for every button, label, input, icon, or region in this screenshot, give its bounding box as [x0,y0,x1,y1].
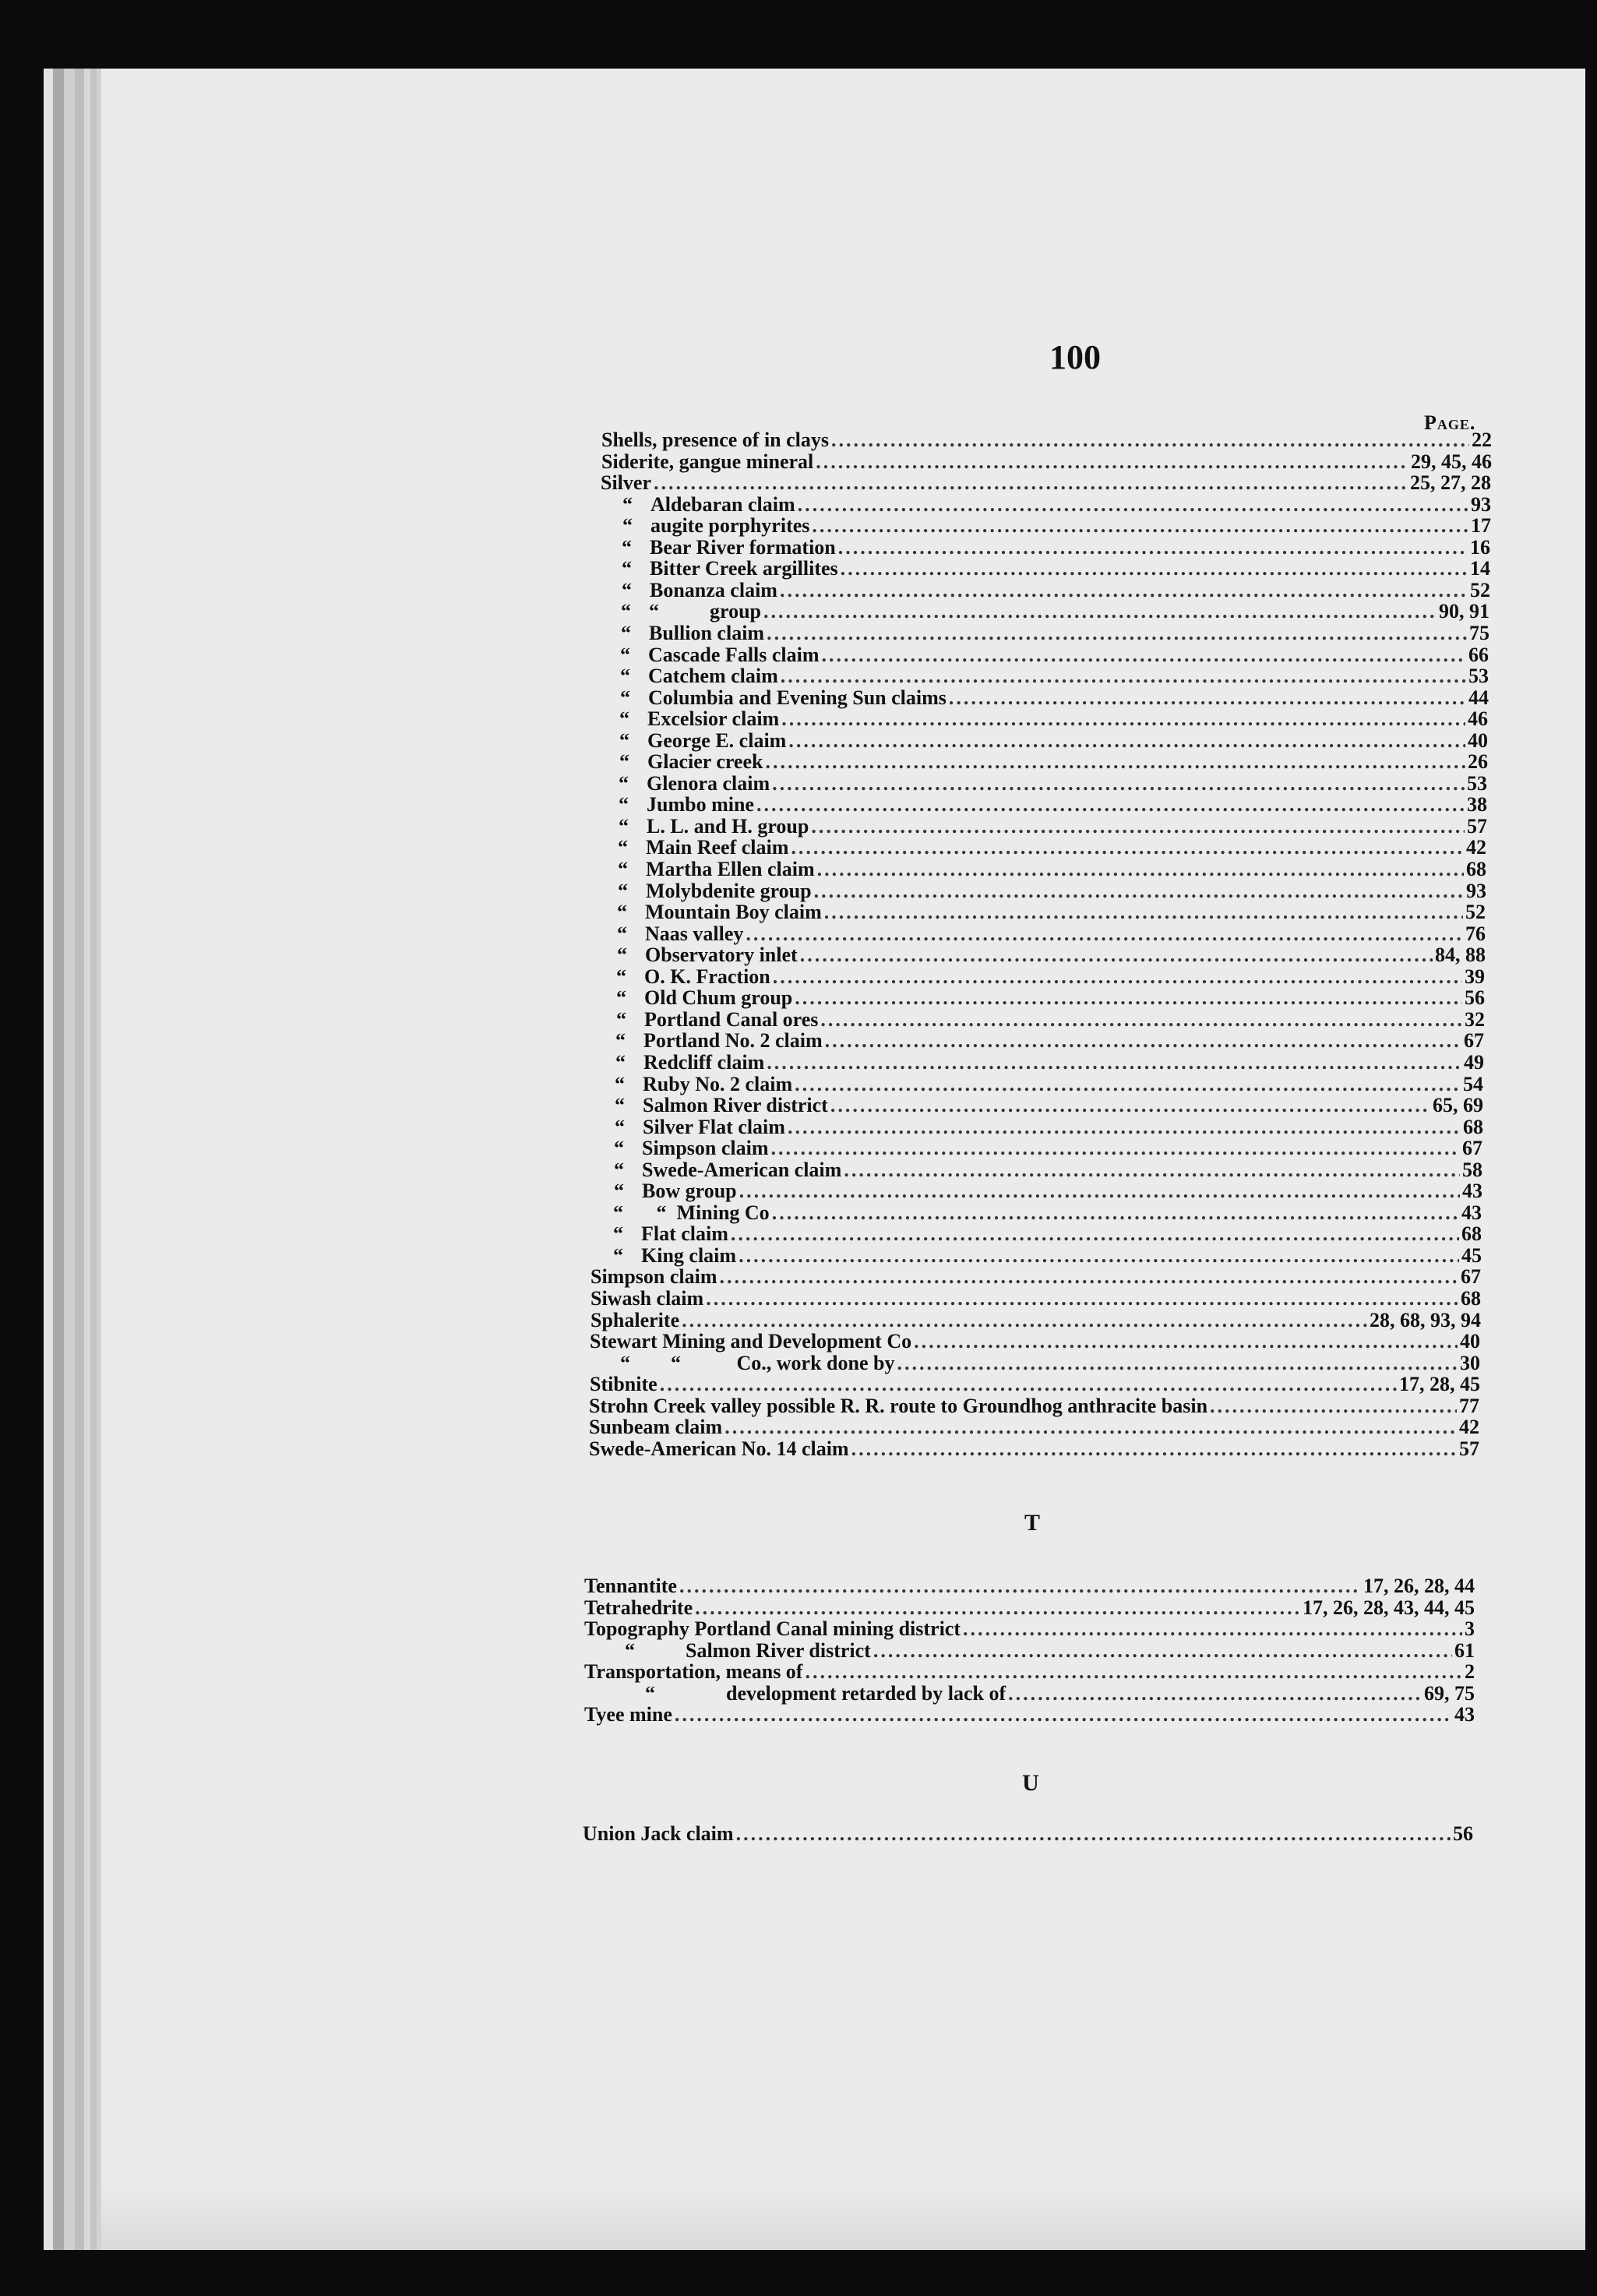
leader-dots [798,494,1468,516]
leader-dots [963,1618,1462,1640]
leader-dots [824,901,1463,923]
entry-pages: 26 [1468,751,1488,774]
entry-label: Shells, presence of in clays [601,429,830,451]
entry-pages: 43 [1461,1201,1482,1224]
leader-dots [724,1416,1457,1438]
ditto-mark: “ [619,794,629,816]
index-entry [616,987,1485,1009]
ditto-mark: “ [622,579,632,601]
index-listing [101,69,1585,2250]
ditto-mark: “ [613,1201,623,1224]
index-entry [622,515,1491,537]
leader-dots [812,515,1468,537]
entry-label: Silver [601,472,651,495]
index-entry [601,472,1491,494]
entry-label: Union Jack claim [583,1823,734,1845]
entry-pages: 61 [1454,1639,1475,1662]
entry-pages: 57 [1459,1437,1479,1460]
leader-dots [739,1245,1459,1267]
index-entry [617,944,1486,966]
index-entry [615,1030,1484,1052]
leader-dots [791,837,1464,859]
entry-pages: 46 [1468,708,1488,731]
entry-label: Siderite, gangue mineral [601,450,814,473]
leader-dots [763,601,1437,622]
leader-dots [736,1823,1451,1845]
entry-label: Glacier creek [647,751,763,774]
entry-label: Tyee mine [584,1704,672,1726]
leader-dots [706,1288,1458,1310]
index-entry [622,580,1490,601]
entry-label: Mountain Boy claim [645,901,822,924]
entry-label: Salmon River district [643,1095,828,1117]
entry-label: Redcliff claim [643,1051,765,1074]
entry-pages: 40 [1460,1331,1480,1353]
index-entry [590,1353,1480,1374]
index-entry [619,751,1488,773]
entry-pages: 93 [1466,880,1486,902]
index-entry [620,687,1489,709]
entry-label: Flat claim [641,1223,728,1246]
leader-dots [781,665,1466,687]
entry-pages: 32 [1465,1008,1485,1031]
entry-pages: 52 [1470,579,1490,601]
ditto-mark: “ [619,708,629,731]
entry-pages: 53 [1468,665,1489,688]
entry-pages: 65, 69 [1433,1095,1483,1117]
index-entry [613,1245,1482,1267]
entry-label: Topography Portland Canal mining district [584,1618,961,1640]
leader-dots [772,773,1465,795]
ditto-mark: “ [619,772,629,795]
entry-label: Aldebaran claim [650,493,795,516]
entry-pages: 84, 88 [1435,944,1486,967]
ditto-mark: “ [621,601,631,623]
entry-label: “ Mining Co [641,1201,770,1224]
index-entry [619,708,1488,730]
entry-pages: 67 [1462,1137,1482,1160]
index-entry [601,451,1492,473]
leader-dots [765,751,1465,773]
index-entry [614,1137,1482,1159]
index-entry [584,1704,1475,1726]
index-entry [589,1395,1479,1417]
entry-pages: 68 [1461,1288,1481,1310]
index-entry [591,1310,1481,1331]
ditto-mark: “ [615,1095,625,1117]
leader-dots [781,708,1465,730]
leader-dots [822,644,1466,666]
ditto-mark: “ [619,729,629,752]
index-entry [615,1095,1483,1116]
entry-pages: 66 [1468,644,1489,666]
leader-dots [788,1116,1461,1138]
index-entry [619,816,1487,838]
leader-dots [817,859,1464,880]
entry-label: Catchem claim [648,665,778,688]
index-entry [618,880,1486,902]
leader-dots [831,429,1469,451]
entry-pages: 68 [1463,1116,1483,1138]
leader-dots [756,794,1465,816]
index-entry [619,730,1488,752]
leader-dots [788,730,1465,752]
ditto-mark: “ [621,622,631,644]
entry-pages: 49 [1464,1051,1484,1074]
entry-pages: 43 [1462,1180,1482,1203]
entry-pages: 52 [1465,901,1486,924]
entry-label: Stewart Mining and Development Co [590,1331,912,1353]
entry-pages: 75 [1469,622,1489,644]
leader-dots [816,451,1408,473]
index-entry [601,429,1492,451]
leader-dots [767,1052,1461,1074]
index-entry [620,644,1489,666]
leader-dots [675,1704,1452,1726]
leader-dots [805,1661,1462,1683]
ditto-mark: “ [614,1159,624,1181]
leader-dots [767,622,1467,644]
leader-dots [825,1030,1461,1052]
index-entry [584,1575,1475,1597]
index-entry [589,1416,1479,1438]
index-entry [618,859,1486,880]
entry-pages: 17, 26, 28, 44 [1363,1575,1475,1597]
entry-label: Observatory inlet [645,944,798,967]
leader-dots [1210,1395,1457,1417]
ditto-mark: “ [622,558,632,580]
entry-label: Bitter Creek argillites [650,558,838,580]
ditto-mark: “ [620,686,630,709]
index-entry [622,558,1490,580]
entry-pages: 57 [1467,815,1487,838]
index-entry [584,1683,1475,1705]
entry-label: King claim [641,1244,737,1267]
ditto-mark: “ [615,1030,626,1053]
entry-label: Tetrahedrite [584,1596,693,1619]
index-entry [621,601,1489,622]
index-entry [613,1202,1482,1224]
leader-dots [841,558,1468,580]
index-entry [584,1597,1475,1619]
index-entry [620,665,1489,687]
entry-pages: 67 [1464,1030,1484,1053]
entry-label: Main Reef claim [646,837,789,859]
ditto-mark: “ [616,987,626,1010]
entry-pages: 30 [1460,1352,1480,1374]
leader-dots [772,1202,1459,1224]
entry-label: Molybdenite group [646,880,812,902]
index-entry [584,1618,1475,1640]
entry-label: O. K. Fraction [644,965,770,988]
entry-label: augite porphyrites [650,515,810,538]
index-entry [618,837,1486,859]
entry-label: Portland No. 2 claim [643,1030,823,1053]
index-entry [622,494,1491,516]
entry-pages: 93 [1471,493,1491,516]
ditto-mark: “ [620,665,630,688]
entry-label: Bonanza claim [650,579,777,601]
entry-pages: 67 [1461,1266,1481,1289]
leader-dots [795,987,1462,1009]
entry-pages: 25, 27, 28 [1410,472,1491,495]
index-entry [619,794,1487,816]
ditto-mark: “ [618,837,628,859]
entry-label: Columbia and Evening Sun claims [648,686,947,709]
index-entry [590,1331,1480,1353]
leader-dots [814,880,1464,902]
entry-pages: 2 [1465,1661,1475,1683]
index-entry [591,1266,1481,1288]
leader-dots [682,1310,1367,1331]
leader-dots [795,1074,1461,1095]
leader-dots [660,1374,1397,1395]
entry-label: George E. claim [647,729,787,752]
ditto-mark: “ [622,493,633,516]
leader-dots [771,1137,1460,1159]
index-entry [621,622,1489,644]
entry-pages: 76 [1465,922,1486,945]
index-entry [584,1661,1475,1683]
index-entry [616,1009,1485,1031]
entry-label: Silver Flat claim [643,1116,785,1138]
entry-pages: 56 [1465,987,1485,1010]
ditto-mark: “ [613,1223,623,1246]
index-entry [617,901,1486,923]
entry-pages: 56 [1453,1823,1473,1845]
ditto-mark: “ [615,1073,625,1095]
ditto-mark: “ [615,1116,625,1138]
section-letter-t: T [1024,1510,1040,1536]
entry-label: Tennantite [584,1575,677,1597]
entry-pages: 53 [1467,772,1487,795]
index-entry [615,1074,1483,1095]
leader-dots [679,1575,1361,1597]
index-entry [615,1052,1484,1074]
leader-dots [873,1640,1452,1662]
entry-pages: 22 [1472,429,1492,451]
entry-label: Martha Ellen claim [646,859,815,880]
ditto-mark: “ [618,859,628,880]
leader-dots [800,944,1433,966]
index-entry [615,1116,1483,1138]
ditto-mark: “ [622,536,632,559]
ditto-mark: “ [622,515,633,538]
ditto-mark: “ [614,1180,624,1203]
entry-pages: 69, 75 [1424,1682,1475,1705]
leader-dots [830,1095,1430,1116]
entry-label: Bullion claim [649,622,765,644]
entry-label: Siwash claim [591,1288,704,1310]
leader-dots [695,1597,1300,1619]
book-page [101,69,1585,2250]
entry-label: Old Chum group [644,987,793,1010]
ditto-mark: “ [615,1051,626,1074]
leader-dots [838,537,1468,559]
entry-pages: 68 [1461,1223,1482,1246]
leader-dots [739,1180,1460,1202]
entry-pages: 29, 45, 46 [1411,450,1492,473]
ditto-mark: “ [617,922,627,945]
entry-pages: 77 [1459,1395,1479,1417]
entry-pages: 17 [1471,515,1491,538]
entry-pages: 44 [1468,686,1489,709]
entry-label: Portland Canal ores [644,1008,819,1031]
index-entry [622,537,1490,559]
entry-label: Cascade Falls claim [648,644,820,666]
ditto-mark: “ [613,1244,623,1267]
leader-dots [897,1353,1458,1374]
ditto-mark: “ [617,944,627,967]
leader-dots [811,816,1465,838]
ditto-mark: “ [616,965,626,988]
entry-pages: 14 [1470,558,1490,580]
ditto-mark: “ [618,880,628,902]
index-entry [616,966,1485,988]
entry-pages: 58 [1462,1159,1482,1181]
entry-pages: 40 [1468,729,1488,752]
ditto-mark: “ [617,901,627,924]
ditto-mark: “ [620,644,630,666]
entry-label: “ group [649,601,761,623]
index-entry [619,773,1487,795]
leader-dots [844,1159,1460,1181]
entry-pages: 68 [1466,859,1486,880]
entry-label: L. L. and H. group [647,815,809,838]
entry-pages: 42 [1459,1416,1479,1439]
entry-label: “ Salmon River district [584,1639,871,1662]
entry-label: Sunbeam claim [589,1416,723,1439]
entry-pages: 16 [1470,536,1490,559]
leader-dots [780,580,1468,601]
entry-pages: 17, 26, 28, 43, 44, 45 [1303,1596,1475,1619]
ditto-mark: “ [614,1137,624,1160]
leader-dots [731,1223,1459,1245]
leader-dots [746,923,1463,945]
entry-label: Strohn Creek valley possible R. R. route to Groundhog anthracite basin [589,1395,1208,1417]
entry-label: Naas valley [645,922,744,945]
entry-pages: 90, 91 [1439,601,1489,623]
entry-label: Excelsior claim [647,708,780,731]
ditto-mark: “ [616,1008,626,1031]
entry-label: Ruby No. 2 claim [643,1073,793,1095]
entry-pages: 39 [1465,965,1485,988]
entry-pages: 17, 28, 45 [1399,1374,1480,1396]
leader-dots [720,1266,1458,1288]
entry-pages: 28, 68, 93, 94 [1370,1309,1481,1331]
entry-pages: 45 [1461,1244,1482,1267]
leader-dots [914,1331,1458,1353]
ditto-mark: “ [619,815,629,838]
leader-dots [820,1009,1462,1031]
index-entry [583,1823,1473,1845]
entry-label: Glenora claim [647,772,770,795]
index-entry [590,1374,1480,1395]
page-column-heading: Page. [1424,411,1476,434]
index-entry [591,1288,1481,1310]
leader-dots [773,966,1462,988]
entry-pages: 42 [1466,837,1486,859]
entry-label: Jumbo mine [647,794,754,816]
entry-label: Simpson claim [591,1266,717,1289]
entry-pages: 38 [1467,794,1487,816]
index-entry [617,923,1486,945]
entry-label: “ development retarded by lack of [584,1682,1006,1705]
entry-label: Transportation, means of [584,1661,803,1683]
leader-dots [654,472,1408,494]
leader-dots [949,687,1466,709]
index-entry [584,1640,1475,1662]
entry-label: Simpson claim [642,1137,769,1160]
entry-label: Swede-American claim [642,1159,842,1181]
entry-label: Sphalerite [591,1309,680,1331]
entry-pages: 54 [1463,1073,1483,1095]
page-number: 100 [1049,338,1101,376]
section-letter-u: U [1022,1770,1039,1796]
index-entry [613,1223,1482,1245]
entry-pages: 43 [1454,1704,1475,1726]
entry-label: Stibnite [590,1374,657,1396]
entry-label: Bear River formation [650,536,836,559]
entry-pages: 3 [1465,1618,1475,1640]
entry-label: Swede-American No. 14 claim [589,1437,849,1460]
entry-label: Bow group [642,1180,737,1203]
entry-label: “ “ Co., work done by [590,1352,895,1374]
leader-dots [851,1438,1457,1460]
index-entry [614,1159,1482,1181]
index-entry [614,1180,1482,1202]
index-entry [589,1438,1479,1460]
ditto-mark: “ [619,751,629,774]
leader-dots [1008,1683,1422,1705]
